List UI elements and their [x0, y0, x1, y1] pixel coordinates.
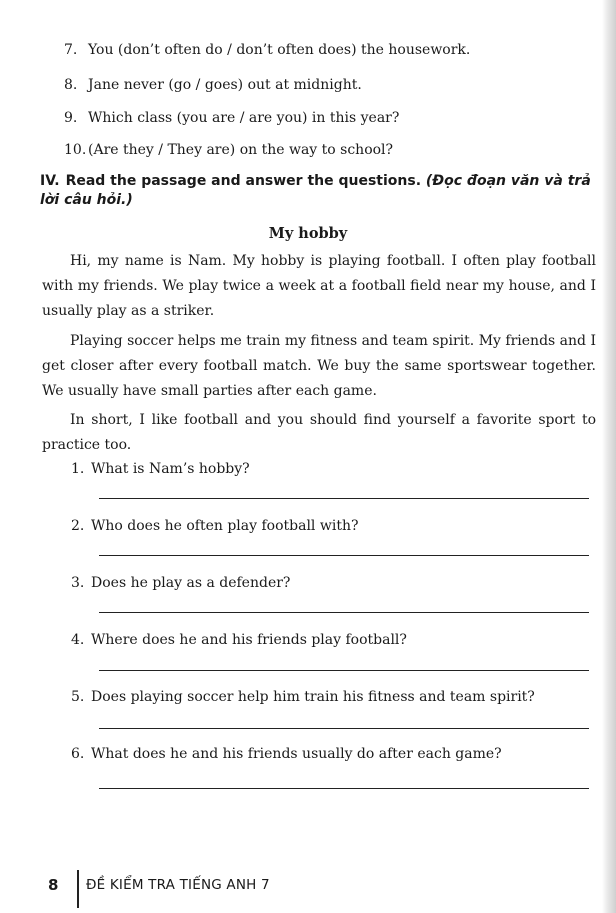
section-heading — [40, 172, 600, 210]
question-3 — [71, 575, 290, 591]
question-number: 3. — [71, 575, 85, 591]
exercise-item-8 — [64, 77, 362, 93]
exercise-item-7 — [64, 42, 470, 58]
question-number: 2. — [71, 518, 85, 534]
answer-line-6[interactable] — [99, 788, 589, 789]
exercise-item-10 — [64, 142, 393, 158]
book-spine-shadow — [602, 0, 616, 913]
passage-paragraph-3: In short, I like football and you should find yourself a favorite sport to practice too. — [42, 412, 596, 453]
passage-paragraph-1: Hi, my name is Nam. My hobby is playing football. I often play football with my friends. We play twice a week at a football field near my house, and I usually play as a striker. — [42, 253, 596, 319]
item-number: 10. — [64, 142, 87, 158]
item-text: Which class (you are / are you) in this year? — [88, 110, 400, 126]
passage-title: My hobby — [268, 225, 348, 242]
question-2 — [71, 518, 358, 534]
question-text: Who does he often play football with? — [91, 518, 359, 534]
section-instruction-vietnamese: (Đọc đoạn văn và trả lời câu hỏi.) — [40, 173, 591, 208]
exercise-item-9 — [64, 110, 399, 126]
answer-line-4[interactable] — [99, 670, 589, 671]
answer-line-1[interactable] — [99, 498, 589, 499]
page-number: 8 — [48, 876, 59, 894]
answer-line-2[interactable] — [99, 555, 589, 556]
question-6 — [71, 746, 502, 762]
question-text: Does playing soccer help him train his fitness and team spirit? — [91, 689, 535, 705]
question-number: 5. — [71, 689, 85, 705]
book-title: ĐỀ KIỂM TRA TIẾNG ANH 7 — [86, 877, 270, 893]
question-number: 4. — [71, 632, 85, 648]
page-footer — [0, 868, 616, 908]
section-instruction: Read the passage and answer the questions. — [65, 173, 422, 189]
question-5 — [71, 689, 535, 705]
item-number: 9. — [64, 110, 78, 126]
question-number: 1. — [71, 461, 85, 477]
item-number: 8. — [64, 77, 78, 93]
passage-paragraph-2: Playing soccer helps me train my fitness and team spirit. My friends and I get closer after every football match. We buy the same sportswear together. We usually have small parties after each game. — [42, 333, 596, 399]
item-text: Jane never (go / goes) out at midnight. — [88, 77, 362, 93]
question-4 — [71, 632, 407, 648]
footer-divider — [77, 870, 79, 908]
question-text: Where does he and his friends play football? — [91, 632, 407, 648]
question-text: Does he play as a defender? — [91, 575, 291, 591]
question-1 — [71, 461, 250, 477]
question-text: What does he and his friends usually do after each game? — [91, 746, 502, 762]
item-text: (Are they / They are) on the way to school? — [88, 142, 394, 158]
question-text: What is Nam’s hobby? — [91, 461, 250, 477]
item-text: You (don’t often do / don’t often does) the housework. — [88, 42, 471, 58]
answer-line-3[interactable] — [99, 612, 589, 613]
question-number: 6. — [71, 746, 85, 762]
section-roman-numeral: IV. — [40, 173, 60, 189]
answer-line-5[interactable] — [99, 728, 589, 729]
item-number: 7. — [64, 42, 78, 58]
